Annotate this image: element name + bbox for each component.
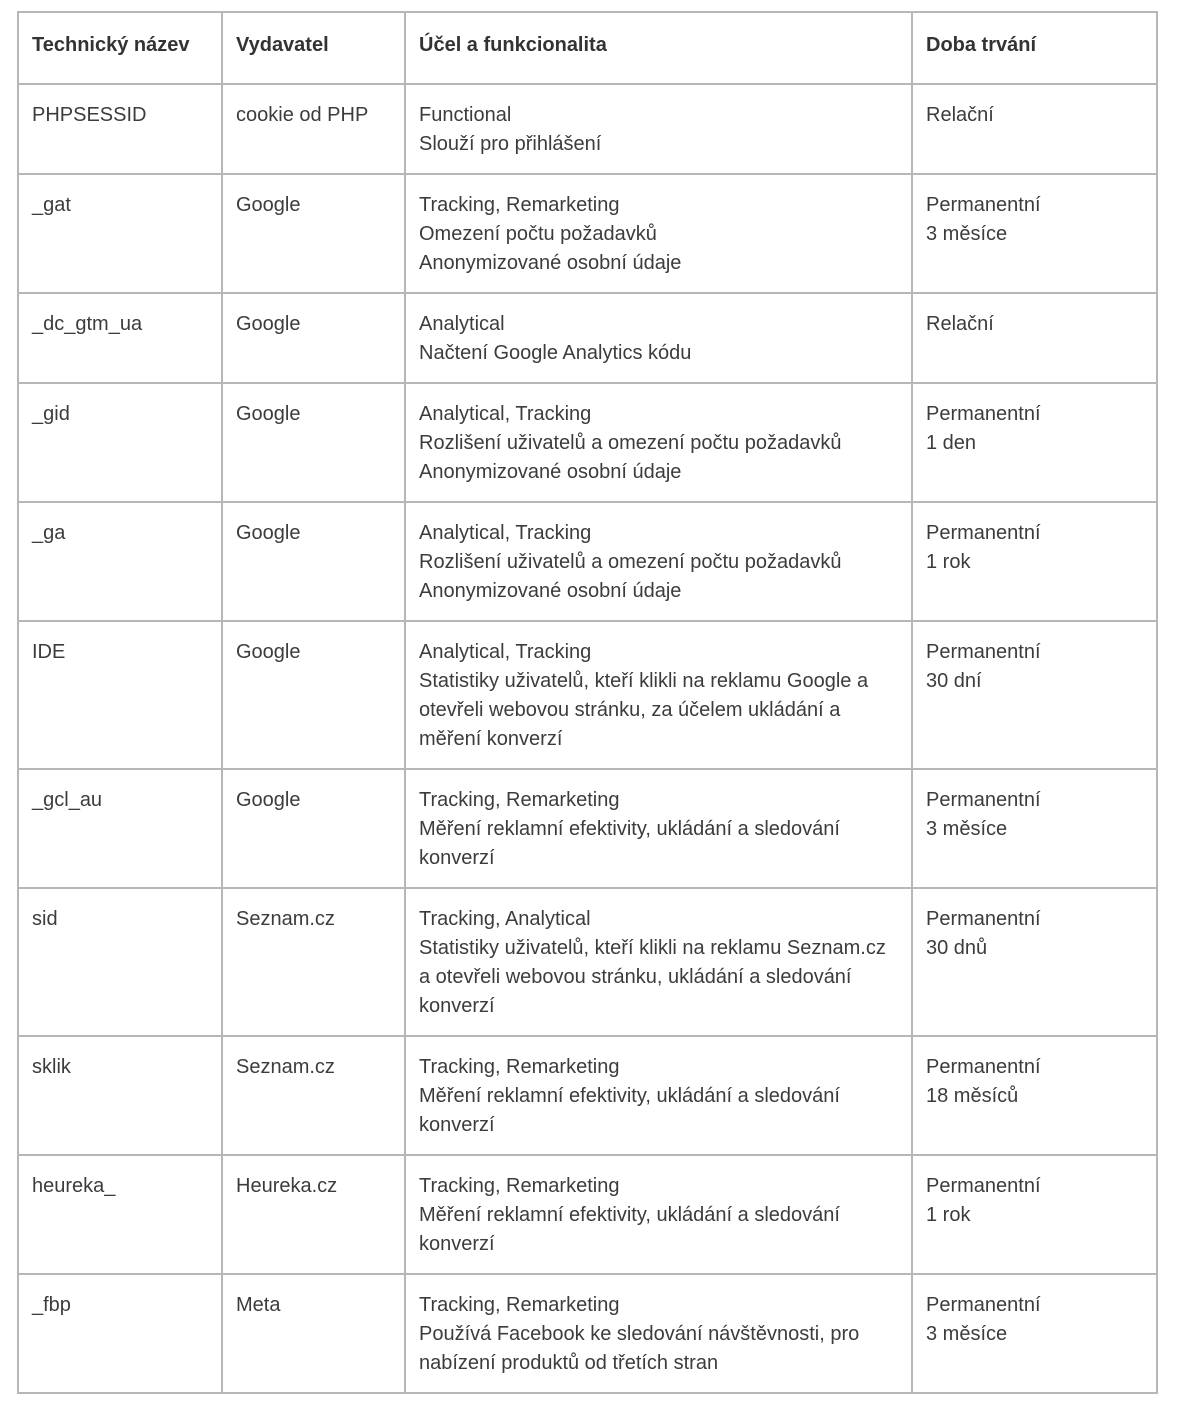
cookie-description: Načtení Google Analytics kódu	[419, 342, 692, 364]
cookie-category: Analytical, Tracking	[419, 641, 592, 663]
cookie-description-extra: Anonymizované osobní údaje	[419, 580, 682, 602]
table-row	[18, 1155, 1157, 1274]
table-row	[18, 769, 1157, 888]
cookie-description-extra: Anonymizované osobní údaje	[419, 461, 682, 483]
cookie-duration-value: 1 rok	[926, 551, 971, 573]
cell-purpose	[405, 1274, 912, 1393]
cell-publisher	[222, 1274, 405, 1393]
table-row	[18, 84, 1157, 174]
cookie-category: Tracking, Remarketing	[419, 1056, 620, 1078]
cookie-description: Měření reklamní efektivity, ukládání a sledování konverzí	[419, 1085, 840, 1136]
cookie-publisher: Google	[236, 403, 301, 425]
table-row	[18, 174, 1157, 293]
cookie-name: _gat	[32, 194, 71, 216]
cell-duration	[912, 1036, 1157, 1155]
header-duration: Doba trvání	[912, 12, 1157, 84]
cell-technical-name	[18, 293, 222, 383]
cell-publisher	[222, 502, 405, 621]
cookie-duration-type: Permanentní	[926, 403, 1041, 425]
cell-technical-name	[18, 621, 222, 769]
cell-duration	[912, 621, 1157, 769]
cell-technical-name	[18, 383, 222, 502]
cookie-publisher: Google	[236, 194, 301, 216]
table-row	[18, 1036, 1157, 1155]
cell-technical-name	[18, 1274, 222, 1393]
cell-duration	[912, 383, 1157, 502]
cell-publisher	[222, 174, 405, 293]
cell-technical-name	[18, 769, 222, 888]
cell-publisher	[222, 293, 405, 383]
cookie-publisher: cookie od PHP	[236, 104, 369, 126]
cookie-duration-value: 3 měsíce	[926, 818, 1008, 840]
cookie-publisher: Heureka.cz	[236, 1175, 338, 1197]
cookie-duration-type: Permanentní	[926, 194, 1041, 216]
cell-purpose	[405, 174, 912, 293]
cookie-duration-type: Permanentní	[926, 789, 1041, 811]
cell-purpose	[405, 84, 912, 174]
table-header-row	[18, 12, 1157, 84]
cell-purpose	[405, 621, 912, 769]
cookie-description: Měření reklamní efektivity, ukládání a sledování konverzí	[419, 818, 840, 869]
cookie-description: Měření reklamní efektivity, ukládání a sledování konverzí	[419, 1204, 840, 1255]
cell-duration	[912, 174, 1157, 293]
cookie-duration-type: Permanentní	[926, 522, 1041, 544]
cell-technical-name	[18, 1036, 222, 1155]
cookie-name: _fbp	[32, 1294, 71, 1316]
cookie-category: Tracking, Remarketing	[419, 1175, 620, 1197]
cookie-name: _dc_gtm_ua	[32, 313, 143, 335]
header-technical-name: Technický název	[18, 12, 222, 84]
cookie-duration-value: 30 dní	[926, 670, 982, 692]
cookie-duration-type: Permanentní	[926, 1056, 1041, 1078]
cookie-category: Tracking, Remarketing	[419, 1294, 620, 1316]
cell-duration	[912, 502, 1157, 621]
cookie-duration-type: Relační	[926, 313, 994, 335]
cookie-category: Tracking, Analytical	[419, 908, 591, 930]
cookie-publisher: Google	[236, 641, 301, 663]
table-row	[18, 1274, 1157, 1393]
cookie-description-extra: Anonymizované osobní údaje	[419, 252, 682, 274]
cookie-description: Rozlišení uživatelů a omezení počtu požadavků	[419, 551, 842, 573]
cookie-publisher: Seznam.cz	[236, 908, 335, 930]
cookie-table-wrapper	[17, 11, 1158, 1394]
cookie-category: Analytical, Tracking	[419, 403, 592, 425]
cell-publisher	[222, 1036, 405, 1155]
cell-publisher	[222, 769, 405, 888]
cookie-duration-value: 1 rok	[926, 1204, 971, 1226]
cookie-duration-value: 1 den	[926, 432, 977, 454]
cookie-duration-type: Permanentní	[926, 641, 1041, 663]
cell-purpose	[405, 502, 912, 621]
cookie-name: sid	[32, 908, 58, 930]
cookie-duration-type: Permanentní	[926, 1294, 1041, 1316]
cell-publisher	[222, 383, 405, 502]
cookie-category: Tracking, Remarketing	[419, 789, 620, 811]
cookie-publisher: Seznam.cz	[236, 1056, 335, 1078]
cookie-description: Rozlišení uživatelů a omezení počtu požadavků	[419, 432, 842, 454]
cell-publisher	[222, 888, 405, 1036]
cookie-description: Statistiky uživatelů, kteří klikli na reklamu Google a otevřeli webovou stránku, za účelem ukládání a měření konverzí	[419, 670, 869, 750]
cookie-duration-value: 18 měsíců	[926, 1085, 1019, 1107]
table-row	[18, 621, 1157, 769]
cell-publisher	[222, 84, 405, 174]
cookie-category: Analytical	[419, 313, 505, 335]
cookie-duration-type: Relační	[926, 104, 994, 126]
cookie-description: Omezení počtu požadavků	[419, 223, 657, 245]
cell-duration	[912, 769, 1157, 888]
cell-duration	[912, 1155, 1157, 1274]
cookie-duration-type: Permanentní	[926, 908, 1041, 930]
cookie-publisher: Meta	[236, 1294, 281, 1316]
table-row	[18, 383, 1157, 502]
cookie-table	[17, 11, 1158, 1394]
cell-technical-name	[18, 1155, 222, 1274]
cookie-description: Statistiky uživatelů, kteří klikli na reklamu Seznam.cz a otevřeli webovou stránku, ukládání a sledování konverzí	[419, 937, 886, 1017]
cell-purpose	[405, 1036, 912, 1155]
table-row	[18, 293, 1157, 383]
cell-technical-name	[18, 888, 222, 1036]
cell-purpose	[405, 383, 912, 502]
cookie-category: Analytical, Tracking	[419, 522, 592, 544]
cookie-duration-value: 30 dnů	[926, 937, 988, 959]
cookie-publisher: Google	[236, 313, 301, 335]
cell-publisher	[222, 621, 405, 769]
cookie-description: Používá Facebook ke sledování návštěvnosti, pro nabízení produktů od třetích stran	[419, 1323, 860, 1374]
cookie-category: Functional	[419, 104, 512, 126]
table-row	[18, 502, 1157, 621]
cookie-name: IDE	[32, 641, 66, 663]
cell-duration	[912, 888, 1157, 1036]
cookie-duration-type: Permanentní	[926, 1175, 1041, 1197]
cell-duration	[912, 1274, 1157, 1393]
header-publisher: Vydavatel	[222, 12, 405, 84]
cookie-publisher: Google	[236, 522, 301, 544]
cookie-duration-value: 3 měsíce	[926, 1323, 1008, 1345]
cookie-name: PHPSESSID	[32, 104, 147, 126]
cell-duration	[912, 293, 1157, 383]
cell-purpose	[405, 888, 912, 1036]
cookie-duration-value: 3 měsíce	[926, 223, 1008, 245]
cookie-name: _gcl_au	[32, 789, 103, 811]
table-row	[18, 888, 1157, 1036]
cell-technical-name	[18, 174, 222, 293]
cookie-name: sklik	[32, 1056, 71, 1078]
cell-technical-name	[18, 84, 222, 174]
cookie-publisher: Google	[236, 789, 301, 811]
cell-purpose	[405, 293, 912, 383]
cookie-name: _ga	[32, 522, 66, 544]
cell-duration	[912, 84, 1157, 174]
cookie-name: heureka_	[32, 1175, 116, 1197]
cell-purpose	[405, 769, 912, 888]
cookie-category: Tracking, Remarketing	[419, 194, 620, 216]
cell-publisher	[222, 1155, 405, 1274]
cookie-description: Slouží pro přihlášení	[419, 133, 602, 155]
cell-purpose	[405, 1155, 912, 1274]
cookie-name: _gid	[32, 403, 70, 425]
header-purpose: Účel a funkcionalita	[405, 12, 912, 84]
cell-technical-name	[18, 502, 222, 621]
